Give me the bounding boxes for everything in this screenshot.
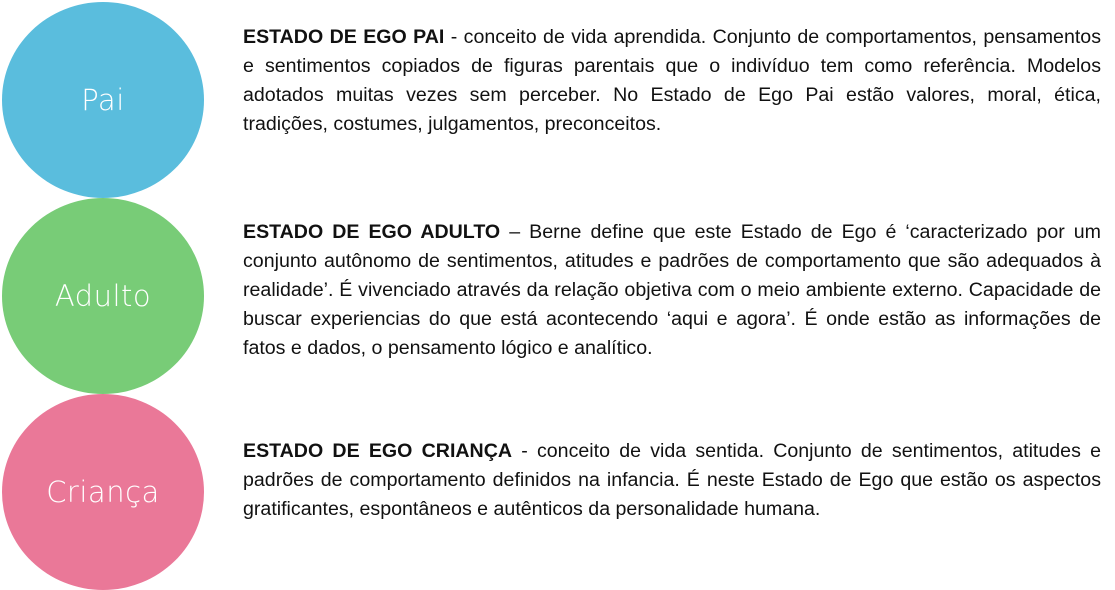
- body-adulto: – Berne define que este Estado de Ego é ‘caracterizado por um conjunto autônomo de sentimentos, atitudes e padrões de comportamento que são adequados à realidade’. É vivenciado através da relação objetiva com o meio ambiente externo. Capacidade de buscar experiencias do que está acontecendo ‘aqui e agora’. É onde estão as informações de fatos e dados, o pensamento lógico e analítico.: [243, 221, 1101, 359]
- circle-label-crianca: Criança: [46, 475, 160, 509]
- circle-adulto: [2, 198, 204, 394]
- title-crianca: ESTADO DE EGO CRIANÇA: [243, 440, 512, 462]
- description-crianca: [243, 437, 1101, 524]
- description-adulto: [243, 218, 1101, 363]
- circle-label-pai: Pai: [81, 83, 125, 117]
- description-pai: [243, 23, 1101, 139]
- circle-pai: [2, 2, 204, 198]
- title-pai: ESTADO DE EGO PAI: [243, 26, 445, 48]
- title-adulto: ESTADO DE EGO ADULTO: [243, 221, 501, 243]
- body-pai: - conceito de vida aprendida. Conjunto de comportamentos, pensamentos e sentimentos copiados de figuras parentais que o indivíduo tem como referência. Modelos adotados muitas vezes sem perceber. No Estado de Ego Pai estão valores, moral, ética, tradições, costumes, julgamentos, preconceitos.: [243, 26, 1101, 135]
- body-crianca: - conceito de vida sentida. Conjunto de sentimentos, atitudes e padrões de comportamento definidos na infancia. É neste Estado de Ego que estão os aspectos gratificantes, espontâneos e autênticos da personalidade humana.: [243, 440, 1101, 520]
- circle-label-adulto: Adulto: [54, 279, 152, 313]
- circle-crianca: [2, 394, 204, 590]
